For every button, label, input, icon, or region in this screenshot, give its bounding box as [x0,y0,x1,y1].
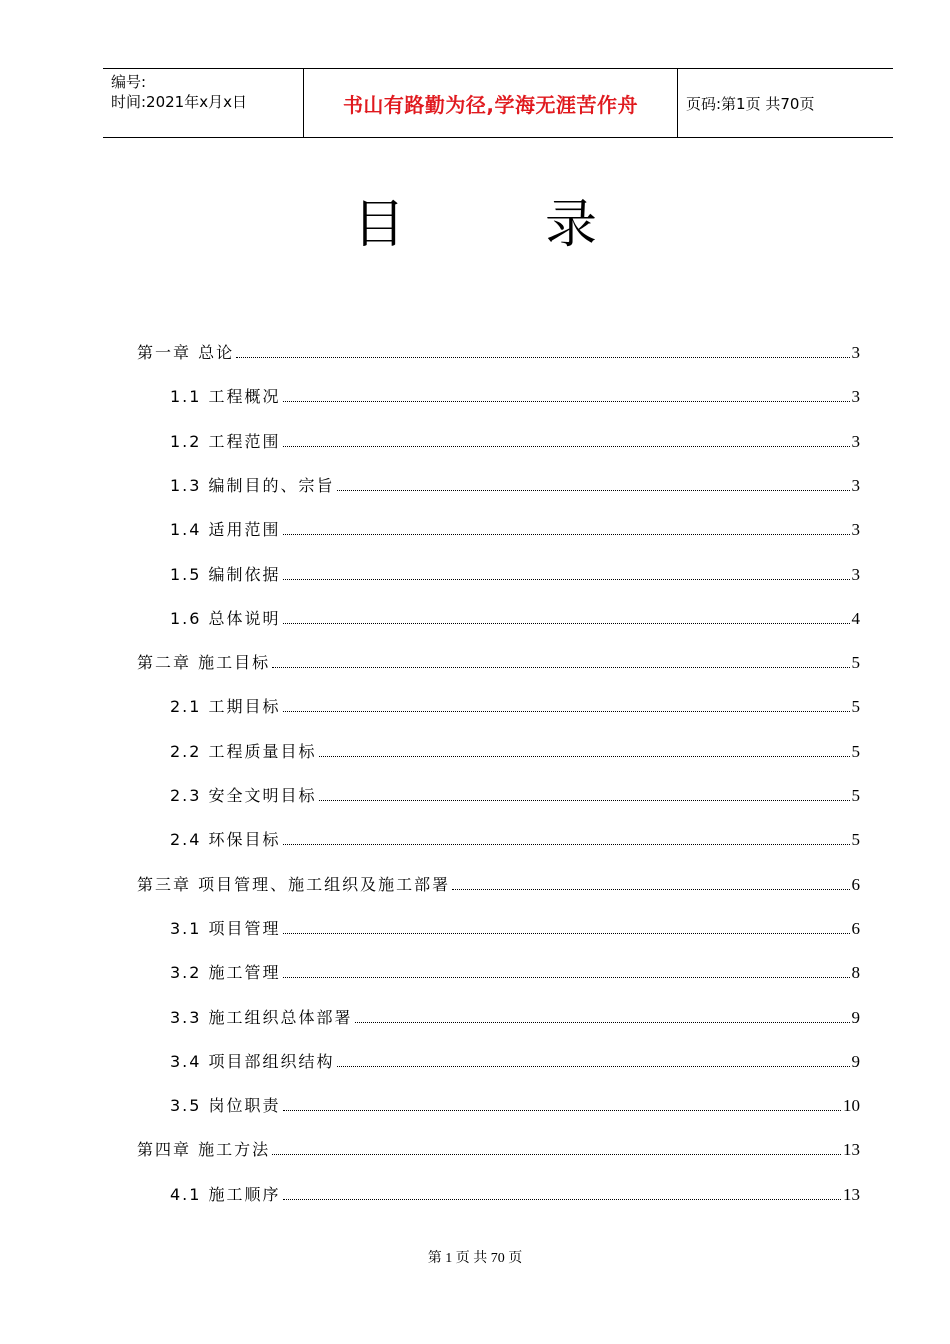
toc-leader-dots [283,578,850,580]
toc-entry-page: 9 [851,1007,860,1027]
toc-entry-label: 1.6 总体说明 [170,608,281,628]
toc-leader-dots [283,932,850,934]
toc-leader-dots [283,1198,841,1200]
toc-entry[interactable] [137,1137,860,1161]
toc-entry-label: 第四章 施工方法 [137,1140,271,1160]
toc-leader-dots [337,1065,850,1067]
toc-entry[interactable] [170,473,860,497]
toc-entry-page: 10 [843,1096,860,1116]
document-date: 时间:2021年x月x日 [111,93,247,111]
toc-entry-label: 3.4 项目部组织结构 [170,1051,335,1071]
toc-entry[interactable] [170,1005,860,1029]
toc-entry-label: 3.3 施工组织总体部署 [170,1007,353,1027]
toc-entry[interactable] [170,827,860,851]
document-number-label: 编号: [111,73,147,91]
toc-entry[interactable] [137,650,860,674]
toc-entry-page: 9 [851,1051,860,1071]
toc-entry-page: 6 [851,918,860,938]
toc-leader-dots [272,666,849,668]
toc-entry-page: 3 [851,520,860,540]
toc-entry[interactable] [170,384,860,408]
toc-leader-dots [283,533,850,535]
toc-entry-label: 第三章 项目管理、施工组织及施工部署 [137,874,451,894]
toc-entry-page: 13 [843,1184,860,1204]
toc-entry-label: 1.4 适用范围 [170,520,281,540]
toc-leader-dots [452,888,849,890]
toc-entry-label: 2.4 环保目标 [170,830,281,850]
toc-entry[interactable] [170,916,860,940]
toc-entry[interactable] [170,517,860,541]
toc-entry-label: 1.5 编制依据 [170,564,281,584]
toc-leader-dots [337,489,850,491]
toc-entry-label: 2.3 安全文明目标 [170,786,317,805]
toc-entry-page: 8 [851,963,860,983]
toc-entry[interactable] [170,960,860,984]
toc-entry[interactable] [137,872,860,896]
toc-entry[interactable] [170,606,860,630]
toc-entry[interactable] [170,562,860,586]
toc-leader-dots [319,799,850,801]
toc-leader-dots [283,710,850,712]
toc-leader-dots [355,1021,850,1023]
toc-entry-page: 3 [851,343,860,362]
toc-entry-label: 2.1 工期目标 [170,697,281,717]
toc-entry-label: 3.1 项目管理 [170,918,281,938]
toc-entry-label: 3.2 施工管理 [170,963,281,983]
toc-entry-label: 2.2 工程质量目标 [170,741,317,761]
toc-entry-page: 4 [851,608,860,628]
toc-entry-page: 3 [851,475,860,495]
toc-entry-page: 5 [851,653,860,673]
toc-leader-dots [283,400,850,402]
toc-entry-page: 5 [851,741,860,761]
toc-entry-page: 6 [851,874,860,894]
toc-leader-dots [283,445,850,447]
toc-leader-dots [236,356,849,358]
toc-leader-dots [283,976,850,978]
toc-entry-page: 3 [851,431,860,451]
toc-leader-dots [283,1109,841,1111]
header-page-info: 页码:第1页 共70页 [686,94,815,113]
toc-entry[interactable] [170,783,860,807]
toc-leader-dots [319,755,850,757]
page-title: 目录 [352,195,737,255]
toc-leader-dots [272,1153,841,1155]
toc-entry-label: 1.1 工程概况 [170,387,281,407]
toc-entry-label: 第一章 总论 [137,343,235,362]
toc-entry-label: 1.2 工程范围 [170,431,281,451]
toc-entry-label: 4.1 施工顺序 [170,1184,281,1204]
toc-entry-label: 第二章 施工目标 [137,653,271,673]
toc-leader-dots [283,843,850,845]
toc-entry-label: 1.3 编制目的、宗旨 [170,475,335,495]
toc-entry[interactable] [170,1049,860,1073]
toc-entry[interactable] [170,1093,860,1117]
header-meta [103,69,304,137]
toc-entry-page: 5 [851,697,860,717]
header-motto: 书山有路勤为径,学海无涯苦作舟 [304,69,678,137]
toc-entry-page: 3 [851,387,860,407]
page-header [103,68,893,138]
toc-entry[interactable] [170,1182,860,1206]
toc-entry-page: 5 [851,786,860,805]
toc-entry[interactable] [170,429,860,453]
toc-entry[interactable] [170,694,860,718]
toc-entry[interactable] [137,340,860,364]
toc-leader-dots [283,622,850,624]
page-footer: 第 1 页 共 70 页 [427,1251,523,1266]
toc-entry-page: 3 [851,564,860,584]
toc-entry-page: 5 [851,830,860,850]
toc-entry-label: 3.5 岗位职责 [170,1096,281,1116]
toc-entry-page: 13 [843,1140,860,1160]
toc-entry[interactable] [170,739,860,763]
